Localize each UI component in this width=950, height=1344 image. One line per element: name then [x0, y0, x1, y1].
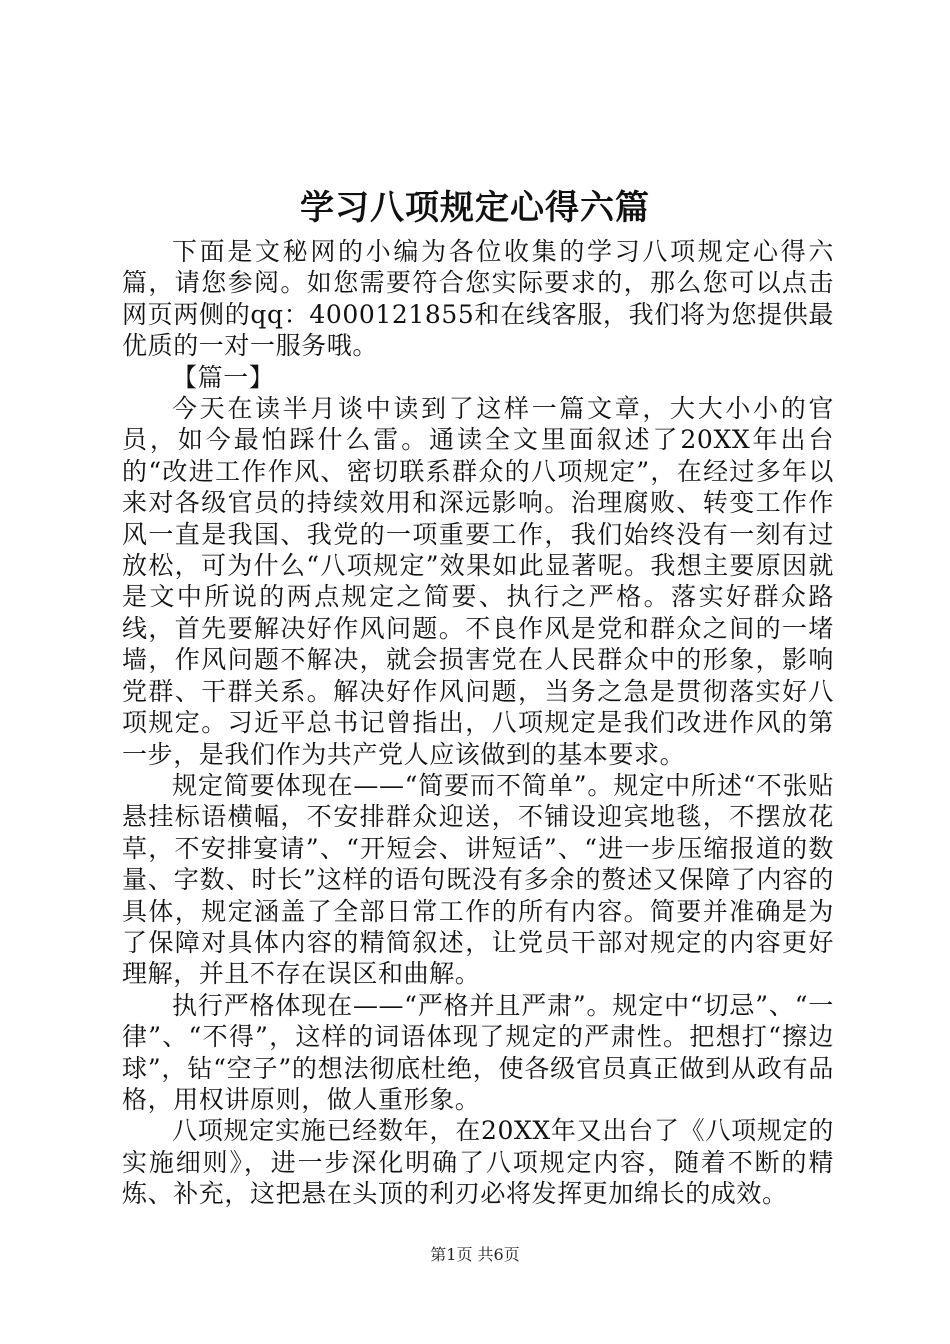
document-title: 学习八项规定心得六篇	[300, 188, 650, 228]
intro-paragraph: 下面是文秘网的小编为各位收集的学习八项规定心得六篇，请您参阅。如您需要符合您实际要求的，那么您可以点击网页两侧的qq：4000121855和在线客服，我们将为您提供最优质的一对一服务哦。	[122, 237, 834, 361]
page-number-footer: 第1页 共6页	[430, 1245, 520, 1264]
body-paragraph: 八项规定实施已经数年，在20XX年又出台了《八项规定的实施细则》，进一步深化明确了八项规定内容，随着不断的精炼、补充，这把悬在头顶的利刃必将发挥更加绵长的成效。	[122, 1116, 834, 1209]
section-heading-part-one: 【篇一】	[172, 362, 275, 392]
document-body	[122, 236, 834, 1210]
body-paragraph: 规定简要体现在——“简要而不简单”。规定中所述“不张贴悬挂标语横幅，不安排群众迎送，不铺设迎宾地毯，不摆放花草，不安排宴请”、“开短会、讲短话”、“进一步压缩报道的数量、字数、时长”这样的语句既没有多余的赘述又保障了内容的具体，规定涵盖了全部日常工作的所有内容。简要并准确是为了保障对具体内容的精简叙述，让党员干部对规定的内容更好理解，并且不存在误区和曲解。	[122, 770, 834, 989]
body-paragraph: 今天在读半月谈中读到了这样一篇文章，大大小小的官员，如今最怕踩什么雷。通读全文里面叙述了20XX年出台的“改进工作作风、密切联系群众的八项规定”，在经过多年以来对各级官员的持续效用和深远影响。治理腐败、转变工作作风一直是我国、我党的一项重要工作，我们始终没有一刻有过放松，可为什么“八项规定”效果如此显著呢。我想主要原因就是文中所说的两点规定之简要、执行之严格。落实好群众路线，首先要解决好作风问题。不良作风是党和群众之间的一堵墙，作风问题不解决，就会损害党在人民群众中的形象，影响党群、干群关系。解决好作风问题，当务之急是贯彻落实好八项规定。习近平总书记曾指出，八项规定是我们改进作风的第一步，是我们作为共产党人应该做到的基本要求。	[122, 394, 834, 769]
body-paragraph: 执行严格体现在——“严格并且严肃”。规定中“切忌”、“一律”、“不得”，这样的词语体现了规定的严肃性。把想打“擦边球”，钻“空子”的想法彻底杜绝，使各级官员真正做到从政有品格，用权讲原则，做人重形象。	[122, 990, 834, 1114]
